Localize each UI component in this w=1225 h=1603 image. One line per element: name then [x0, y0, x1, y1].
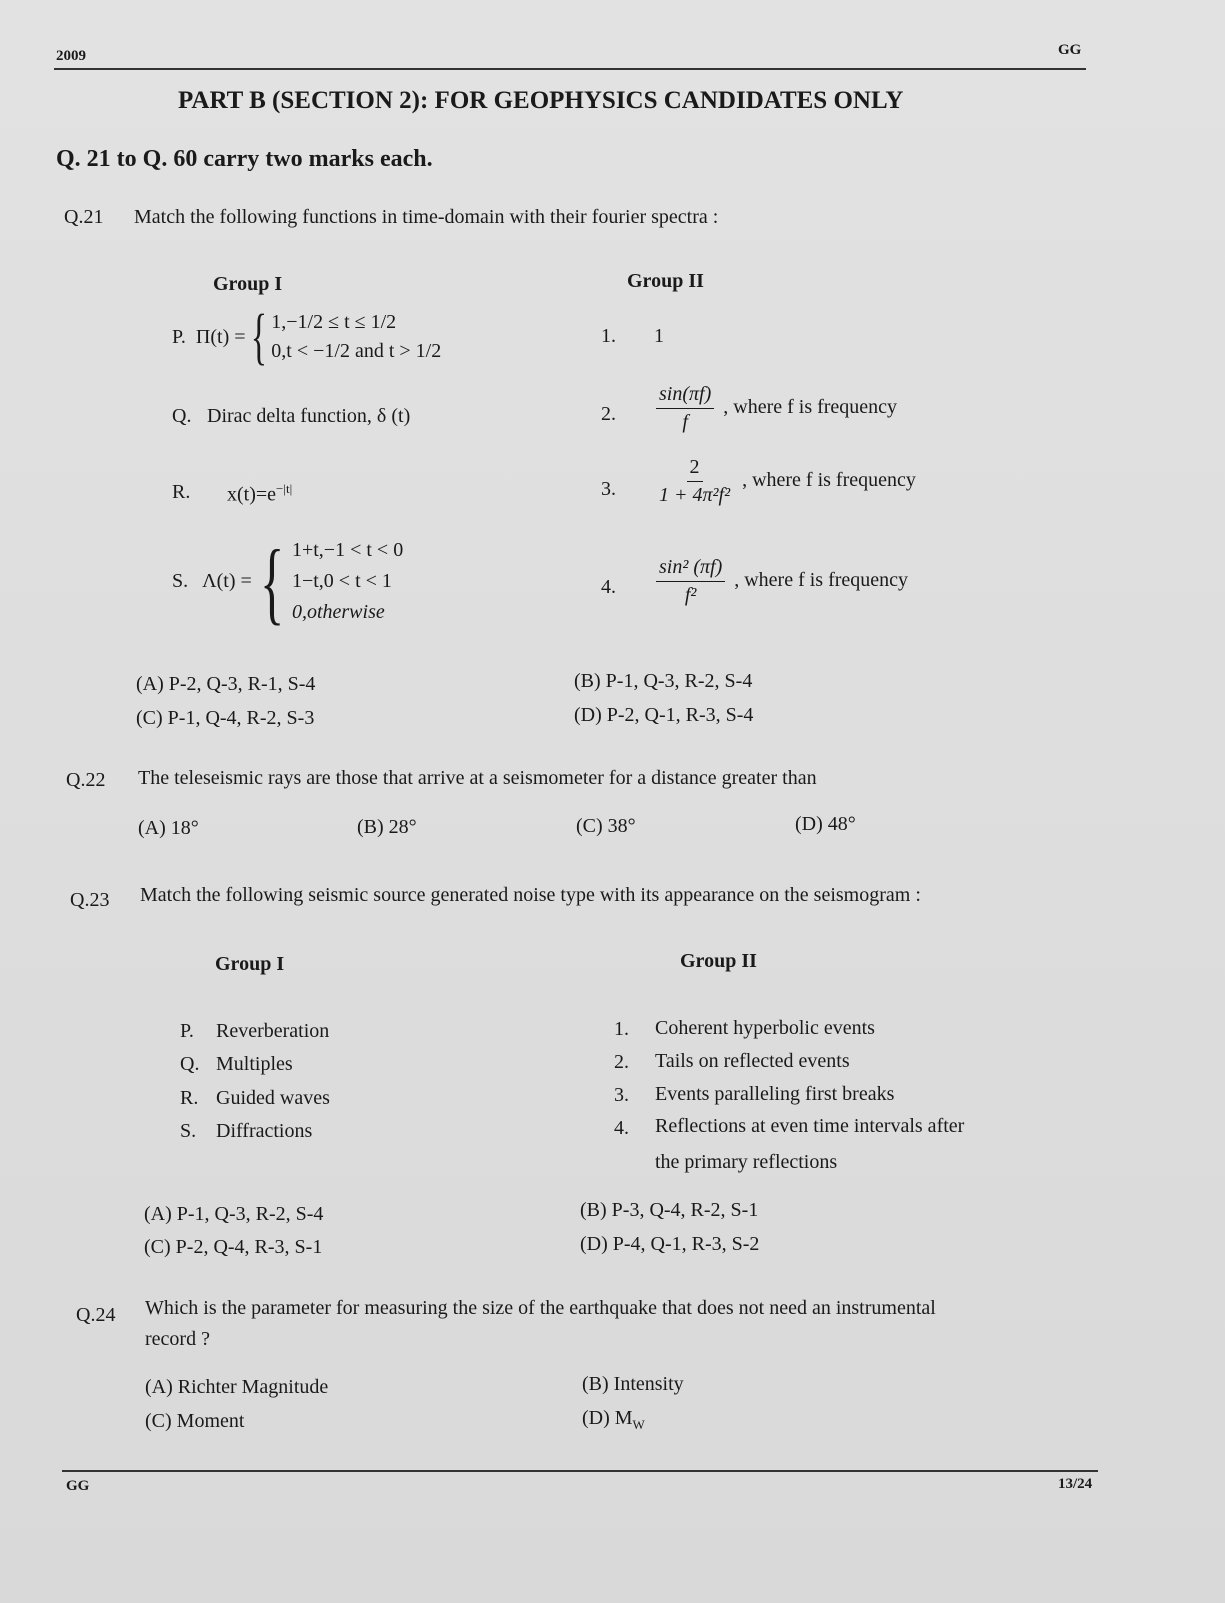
- header-rule: [54, 68, 1086, 70]
- brace-icon: {: [250, 303, 267, 371]
- q21-option-d[interactable]: (D) P-2, Q-1, R-3, S-4: [574, 704, 754, 726]
- q21-text: Match the following functions in time-domain with their fourier spectra :: [134, 206, 719, 228]
- q21-item4: [652, 556, 908, 607]
- brace-icon: {: [259, 530, 285, 633]
- footer-rule: [62, 1470, 1098, 1472]
- q21-item2-num: 2.: [601, 403, 616, 425]
- q23-g2-3-text: Events paralleling first breaks: [655, 1083, 895, 1105]
- q23-g2-4-text: Reflections at even time intervals after: [655, 1115, 965, 1137]
- q21-item1-text: 1: [654, 325, 664, 347]
- q23-g2-1-text: Coherent hyperbolic events: [655, 1017, 875, 1039]
- footer-page-number: 13/24: [1058, 1476, 1093, 1492]
- footer-code: GG: [66, 1478, 90, 1494]
- q21-option-b[interactable]: (B) P-1, Q-3, R-2, S-4: [574, 670, 753, 692]
- q21-item4-num: 4.: [601, 576, 616, 598]
- q23-option-a[interactable]: (A) P-1, Q-3, R-2, S-4: [144, 1203, 324, 1225]
- q23-g2-2-num: 2.: [614, 1051, 629, 1073]
- q24-option-c[interactable]: (C) Moment: [145, 1410, 245, 1432]
- q21-item2-denominator: f: [682, 411, 688, 433]
- q21-item4-denominator: f²: [684, 584, 697, 606]
- q24-option-d-sub: W: [632, 1417, 645, 1432]
- q21-s-case1: 1+t,−1 < t < 0: [291, 539, 404, 561]
- q21-s-case2: 1−t,0 < t < 1: [291, 570, 392, 592]
- q23-option-b[interactable]: (B) P-3, Q-4, R-2, S-1: [580, 1199, 759, 1221]
- q21-item-s: [172, 530, 404, 633]
- q23-g2-2-text: Tails on reflected events: [655, 1050, 850, 1072]
- q24-option-a[interactable]: (A) Richter Magnitude: [145, 1376, 329, 1398]
- q23-g2-1-num: 1.: [614, 1018, 629, 1040]
- q21-p-case1: 1,−1/2 ≤ t ≤ 1/2: [271, 311, 397, 333]
- q21-group1-heading: Group I: [213, 273, 283, 295]
- q23-g1-q-label: Q.: [180, 1053, 200, 1075]
- q21-item2: [652, 383, 897, 434]
- q22-option-c[interactable]: (C) 38°: [576, 815, 636, 837]
- q21-item1-num: 1.: [601, 325, 616, 347]
- q22-text: The teleseismic rays are those that arrive at a seismometer for a distance greater than: [138, 767, 817, 789]
- q21-item3-denominator: 1 + 4π²f²: [659, 484, 731, 506]
- q21-item2-suffix: , where f is frequency: [723, 396, 898, 419]
- q23-g1-q-text: Multiples: [216, 1053, 293, 1075]
- q21-option-a[interactable]: (A) P-2, Q-3, R-1, S-4: [136, 673, 316, 695]
- q21-p-lhs: Π(t) =: [195, 325, 246, 348]
- q21-s-lhs: Λ(t) =: [202, 570, 252, 592]
- q21-number: Q.21: [64, 206, 104, 228]
- q21-s-label: S.: [172, 570, 189, 592]
- q23-g1-r-text: Guided waves: [216, 1087, 330, 1109]
- q21-r-exponent: −|t|: [276, 481, 293, 496]
- q24-number: Q.24: [76, 1304, 116, 1326]
- q21-r-text: x(t)=e: [227, 483, 277, 506]
- q24-text: Which is the parameter for measuring the size of the earthquake that does not need an instrumental: [145, 1297, 936, 1319]
- q21-item3: [652, 456, 916, 507]
- q24-option-d-prefix: (D) M: [582, 1407, 633, 1429]
- q21-option-c[interactable]: (C) P-1, Q-4, R-2, S-3: [136, 707, 315, 729]
- q22-option-b[interactable]: (B) 28°: [357, 816, 417, 838]
- q22-option-a[interactable]: (A) 18°: [138, 817, 199, 839]
- q23-g1-s-label: S.: [180, 1120, 197, 1142]
- q21-r-label: R.: [172, 481, 191, 503]
- q23-g2-3-num: 3.: [614, 1084, 629, 1106]
- header-year: 2009: [56, 48, 86, 64]
- q21-q-text: Dirac delta function, δ (t): [207, 405, 411, 427]
- q23-g1-r-label: R.: [180, 1087, 199, 1109]
- q23-g1-s-text: Diffractions: [216, 1120, 313, 1142]
- q21-item4-numerator: sin² (πf): [656, 556, 725, 582]
- marks-note: Q. 21 to Q. 60 carry two marks each.: [56, 146, 433, 172]
- q23-g1-p-text: Reverberation: [216, 1020, 330, 1042]
- header-code: GG: [1058, 42, 1082, 58]
- q23-group2-heading: Group II: [680, 950, 757, 972]
- q21-item3-numerator: 2: [687, 456, 703, 482]
- q22-number: Q.22: [66, 769, 106, 791]
- section-title: PART B (SECTION 2): FOR GEOPHYSICS CANDIDATES ONLY: [178, 87, 904, 114]
- q23-g1-p-label: P.: [180, 1020, 194, 1042]
- q21-item2-numerator: sin(πf): [656, 383, 714, 409]
- q21-q-label: Q.: [172, 405, 192, 427]
- q21-group2-heading: Group II: [627, 270, 704, 292]
- q23-group1-heading: Group I: [215, 953, 285, 975]
- q23-number: Q.23: [70, 889, 110, 911]
- q24-text-cont: record ?: [145, 1328, 210, 1350]
- q23-g2-4-num: 4.: [614, 1117, 629, 1139]
- q21-s-case3: 0,otherwise: [291, 601, 385, 623]
- q21-item3-suffix: , where f is frequency: [742, 469, 916, 492]
- q23-g2-4-cont: the primary reflections: [655, 1151, 838, 1173]
- q23-option-d[interactable]: (D) P-4, Q-1, R-3, S-2: [580, 1233, 760, 1255]
- q23-option-c[interactable]: (C) P-2, Q-4, R-3, S-1: [144, 1236, 323, 1258]
- q21-item-p: [172, 303, 442, 371]
- q21-p-label: P.: [172, 325, 186, 348]
- q21-r-expr: [227, 481, 292, 507]
- q23-text: Match the following seismic source generated noise type with its appearance on the seismogram :: [140, 884, 921, 906]
- q21-p-case2: 0,t < −1/2 and t > 1/2: [271, 340, 442, 362]
- q21-item3-num: 3.: [601, 478, 616, 500]
- q24-option-b[interactable]: (B) Intensity: [582, 1373, 684, 1395]
- q21-item4-suffix: , where f is frequency: [734, 569, 909, 592]
- q22-option-d[interactable]: (D) 48°: [795, 813, 856, 835]
- q24-option-d[interactable]: [582, 1407, 645, 1433]
